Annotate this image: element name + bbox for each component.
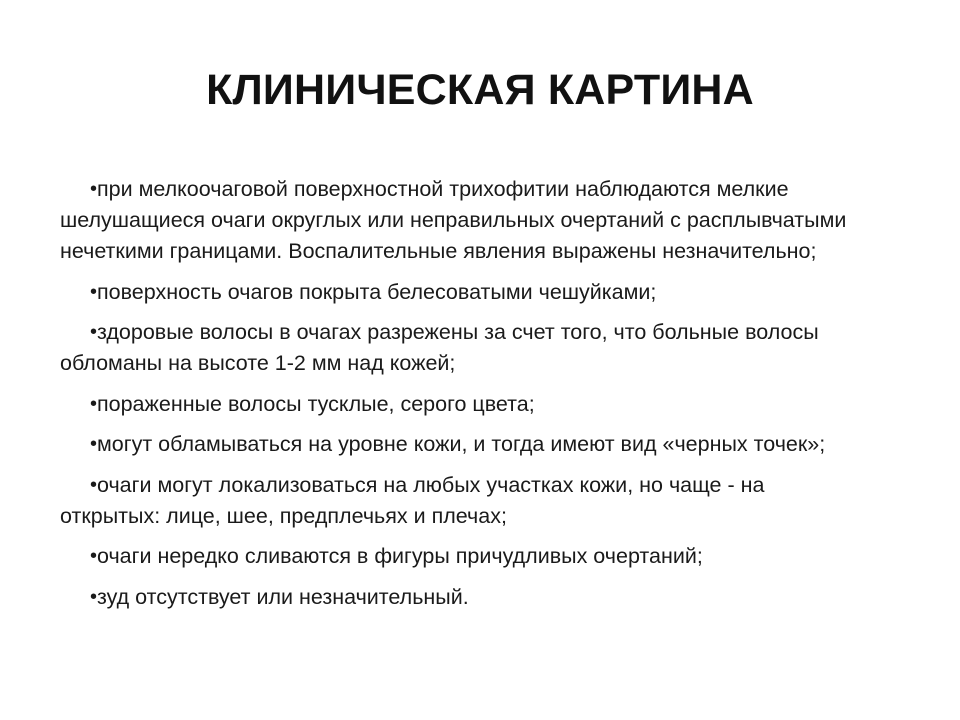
list-item-text: очаги могут локализоваться на любых участках кожи, но чаще - на открытых: лице, шее, предплечьях и плечах;	[60, 472, 765, 528]
list-item-text: поверхность очагов покрыта белесоватыми чешуйками;	[97, 279, 657, 304]
list-item-text: могут обламываться на уровне кожи, и тогда имеют вид «черных точек»;	[97, 432, 826, 456]
bullet-glyph: •	[90, 280, 98, 303]
list-item	[60, 582, 870, 613]
list-item	[60, 174, 870, 267]
bullet-glyph: •	[90, 433, 98, 455]
bullet-glyph: •	[90, 321, 98, 343]
list-item-text: очаги нередко сливаются в фигуры причудливых очертаний;	[97, 544, 703, 568]
list-item	[60, 389, 870, 420]
list-item-text: при мелкоочаговой поверхностной трихофитии наблюдаются мелкие шелушащиеся очаги округлых или неправильных очертаний с расплывчатыми нечеткими границами. Воспалительные явления выражены незначительно;	[60, 177, 847, 263]
bullet-glyph: •	[90, 473, 98, 496]
list-item	[60, 429, 870, 460]
bullet-glyph: •	[90, 585, 98, 608]
bullet-list	[60, 174, 870, 622]
list-item-text: зуд отсутствует или незначительный.	[97, 584, 469, 609]
list-item-text: здоровые волосы в очагах разрежены за счет того, что больные волосы обломаны на высоте 1-2 мм над кожей;	[60, 320, 819, 375]
list-item-text: пораженные волосы тусклые, серого цвета;	[97, 391, 535, 416]
bullet-glyph: •	[90, 545, 98, 567]
bullet-glyph: •	[90, 178, 98, 200]
list-item	[60, 317, 870, 379]
slide-title: КЛИНИЧЕСКАЯ КАРТИНА	[206, 66, 754, 114]
bullet-glyph: •	[90, 392, 98, 415]
list-item	[60, 541, 870, 572]
list-item	[60, 470, 870, 532]
list-item	[60, 277, 870, 308]
